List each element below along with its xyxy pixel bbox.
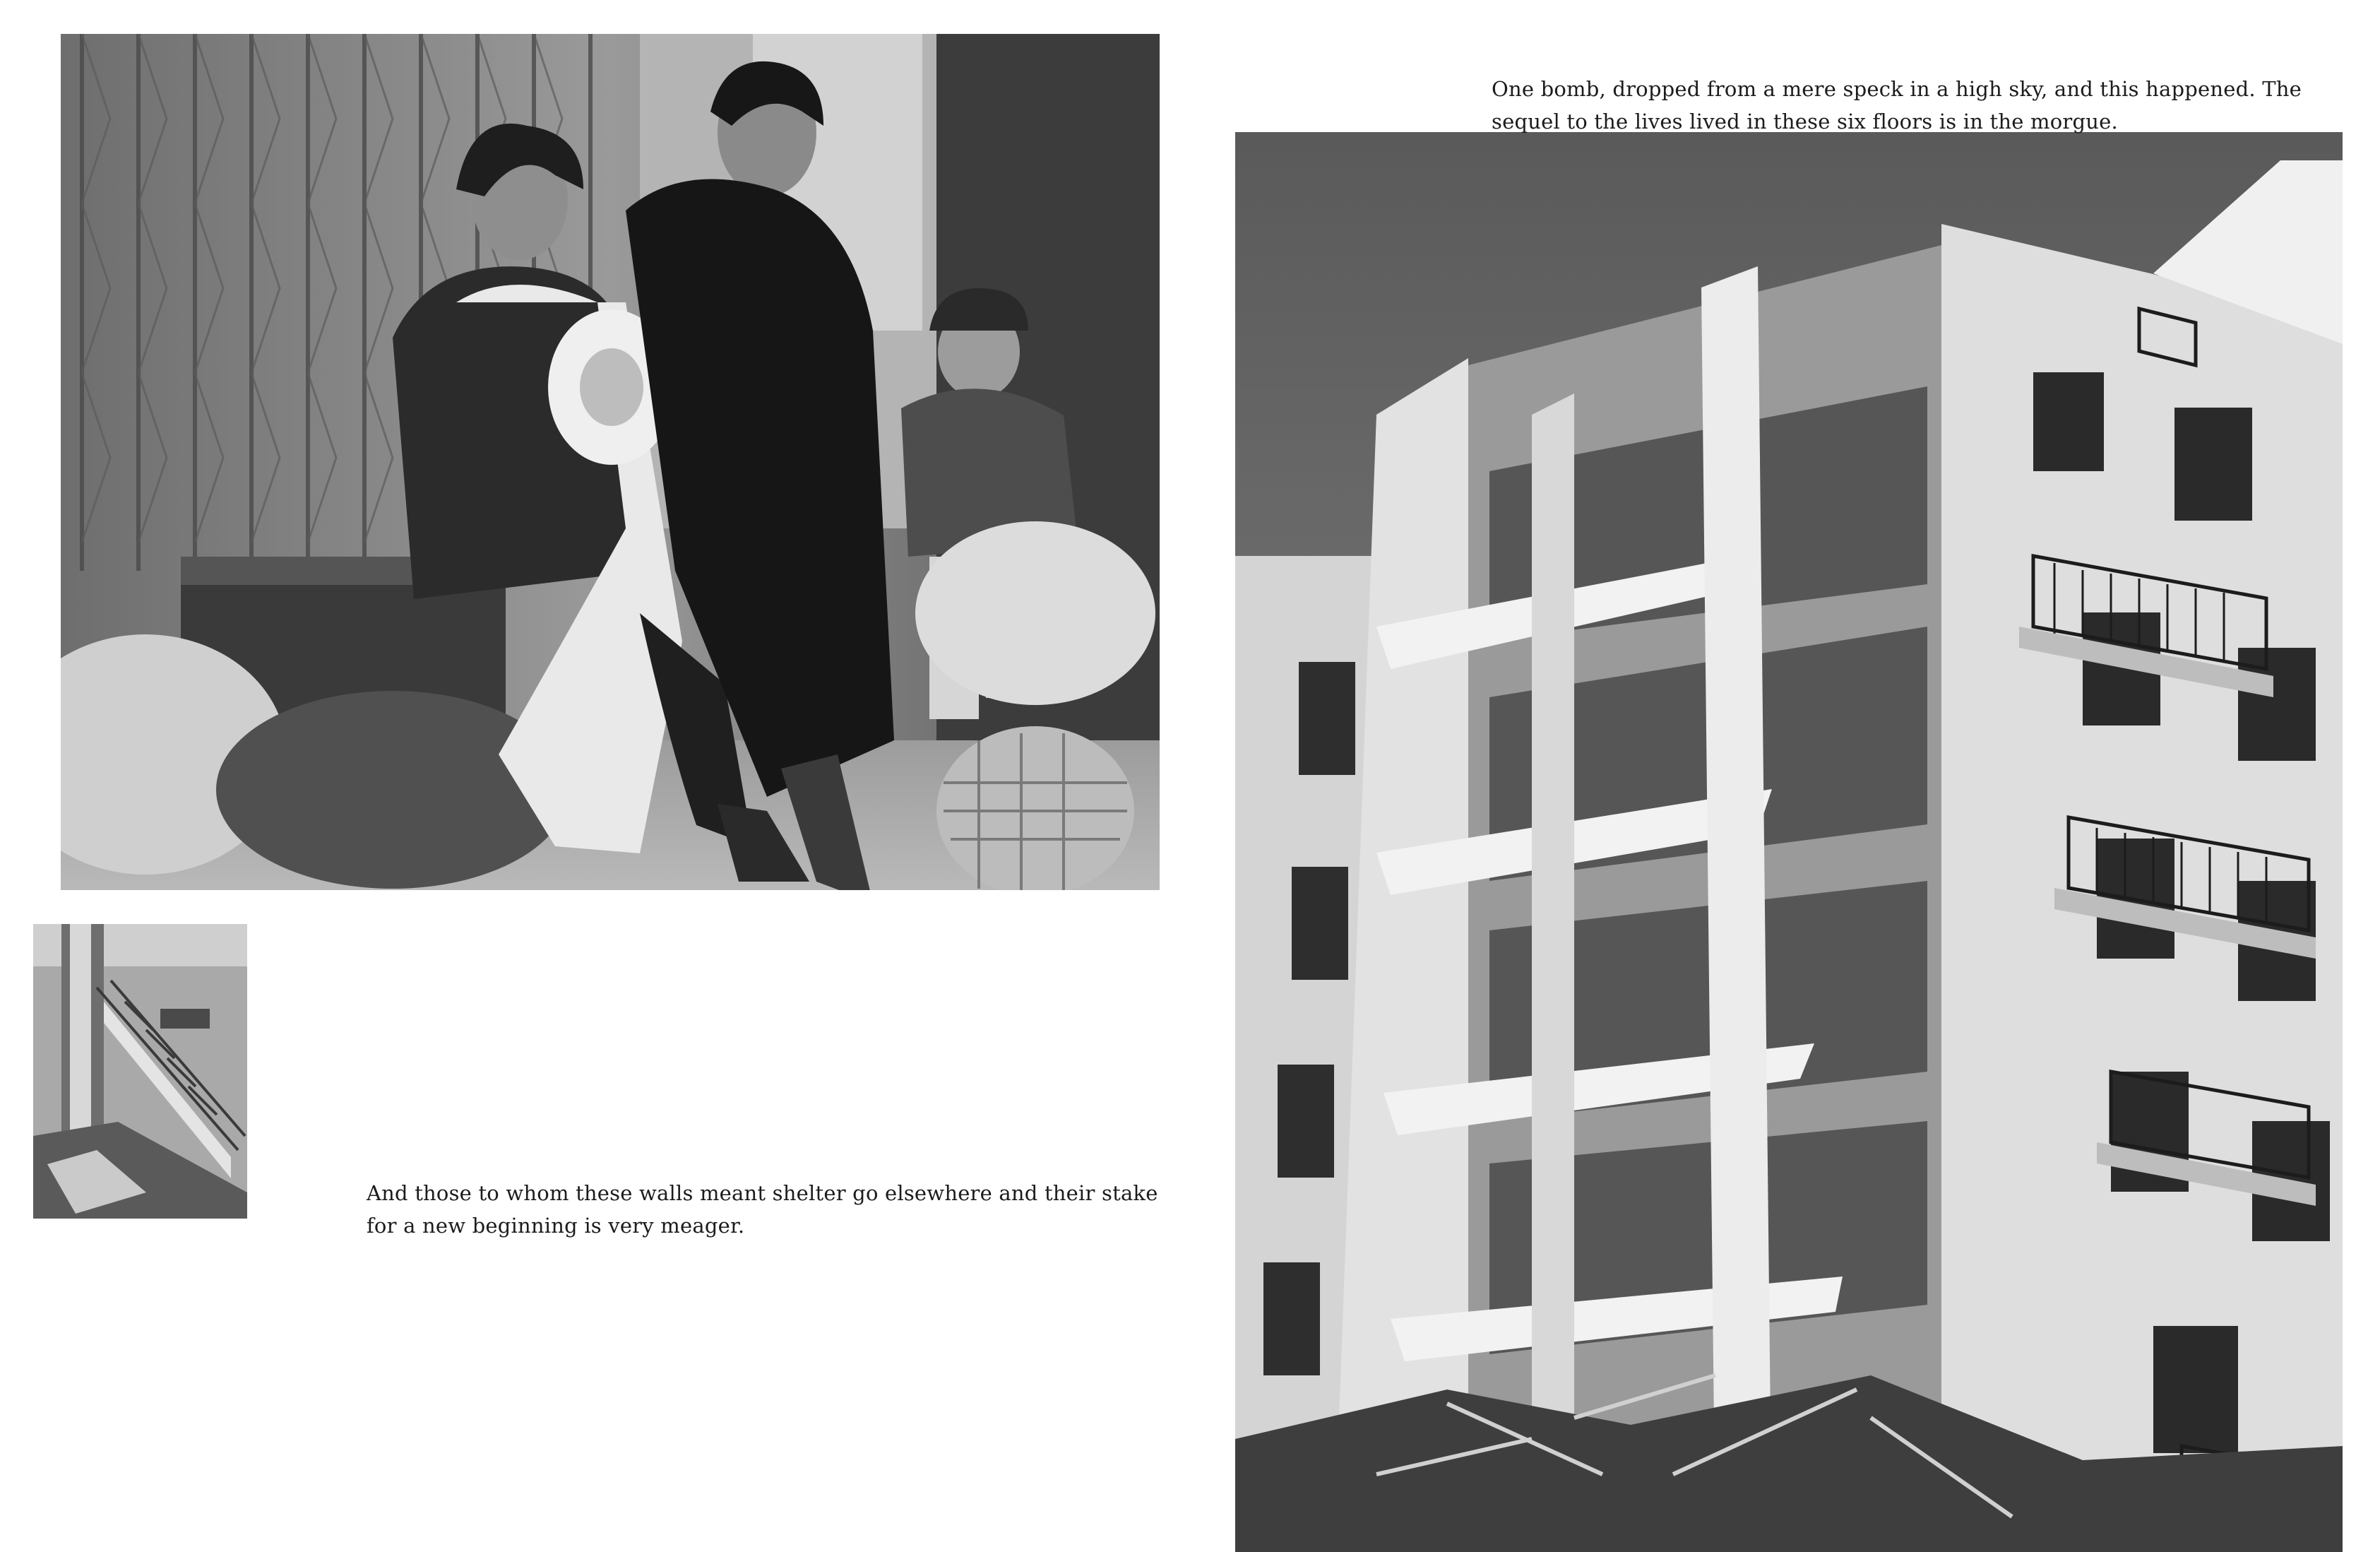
bombed-building-photo — [1235, 132, 2343, 1552]
bomb-caption: One bomb, dropped from a mere speck in a high sky, and this happened. The sequel to the lives lived in these six floors is in the morgue. — [1492, 77, 2302, 134]
ruined-staircase-illustration — [33, 924, 247, 1219]
refugees-photo — [61, 34, 1160, 890]
bombed-building-illustration — [1235, 132, 2343, 1552]
ruined-staircase-photo — [33, 924, 247, 1219]
shelter-caption: And those to whom these walls meant shelter go elsewhere and their stake for a new beginning is very meager. — [367, 1181, 1158, 1238]
refugees-photo-illustration — [61, 34, 1160, 890]
